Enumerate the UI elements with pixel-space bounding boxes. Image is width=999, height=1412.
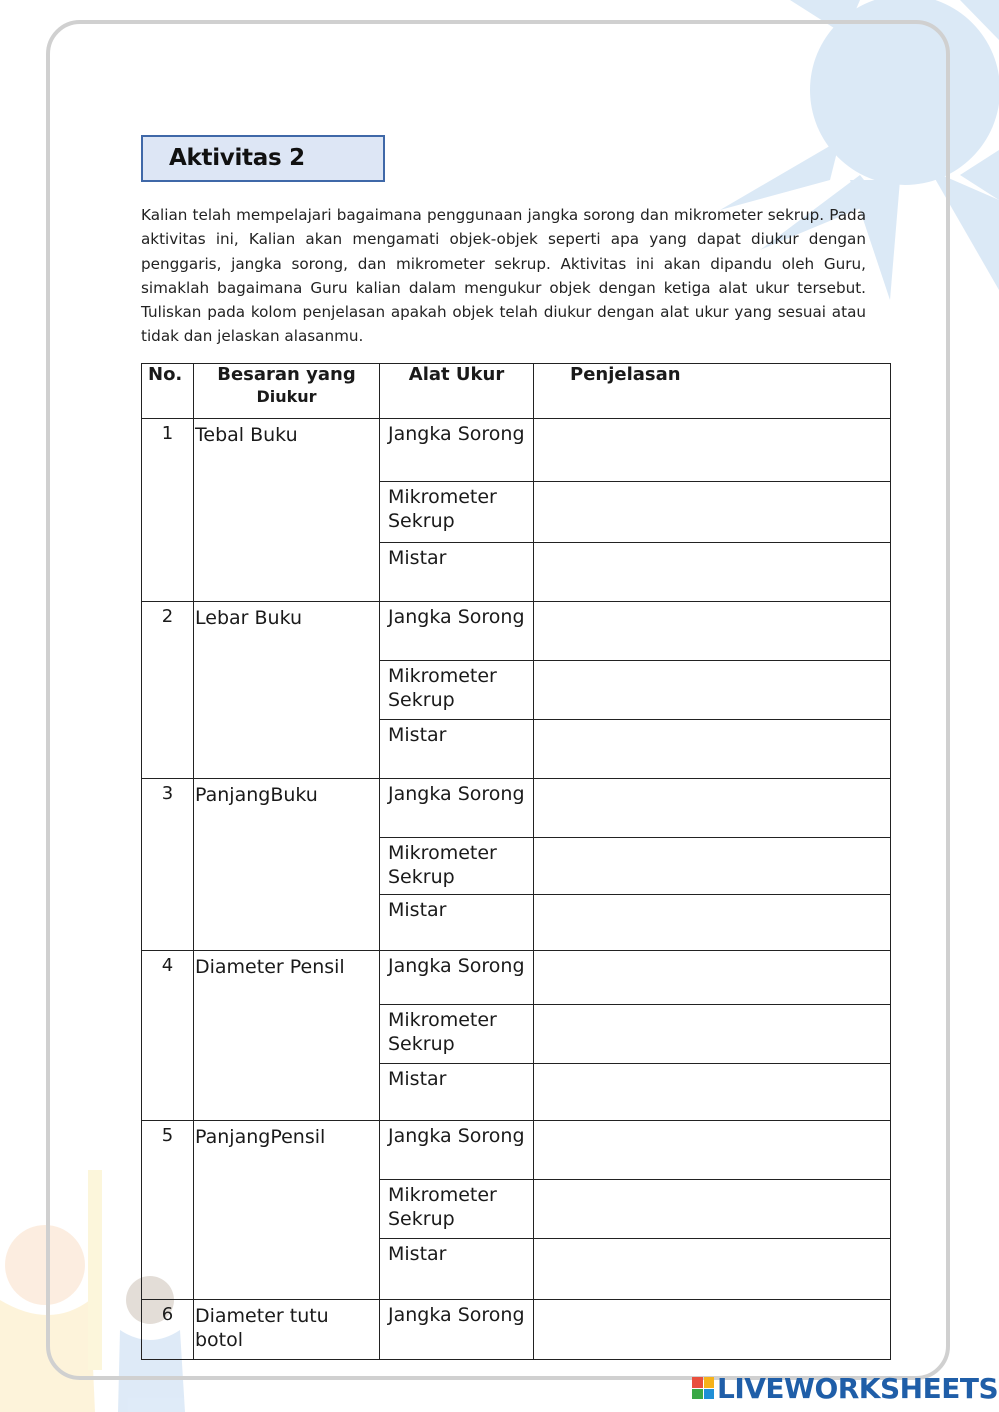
- liveworksheets-logo: [692, 1372, 998, 1404]
- explanation-input-cell[interactable]: [534, 838, 891, 895]
- explanation-input-cell[interactable]: [534, 1121, 891, 1180]
- explanation-input-cell[interactable]: [534, 661, 891, 720]
- tool-cell: Mistar: [380, 895, 534, 951]
- row-number: 3: [142, 779, 194, 951]
- row-number: 4: [142, 951, 194, 1121]
- explanation-input-cell[interactable]: [534, 419, 891, 482]
- table-row: [142, 419, 891, 482]
- tool-cell: Jangka Sorong: [380, 602, 534, 661]
- explanation-input-cell[interactable]: [534, 779, 891, 838]
- activity-title-box: [141, 135, 385, 182]
- row-quantity: Diameter tutu botol: [194, 1300, 380, 1360]
- tool-cell: Mikrometer Sekrup: [380, 661, 534, 720]
- row-number: 6: [142, 1300, 194, 1360]
- row-number: 1: [142, 419, 194, 602]
- row-number: 5: [142, 1121, 194, 1300]
- tool-cell: Mikrometer Sekrup: [380, 1180, 534, 1239]
- liveworksheets-logo-icon: [692, 1377, 714, 1399]
- row-quantity: Lebar Buku: [194, 602, 380, 779]
- tool-cell: Mikrometer Sekrup: [380, 482, 534, 543]
- table-header-row: [142, 364, 891, 419]
- row-number: 2: [142, 602, 194, 779]
- explanation-input-cell[interactable]: [534, 1300, 891, 1360]
- tool-cell: Mistar: [380, 543, 534, 602]
- tool-cell: Jangka Sorong: [380, 1300, 534, 1360]
- explanation-input-cell[interactable]: [534, 1064, 891, 1121]
- tool-cell: Jangka Sorong: [380, 779, 534, 838]
- row-quantity: Tebal Buku: [194, 419, 380, 602]
- table-row: [142, 779, 891, 838]
- tool-cell: Jangka Sorong: [380, 951, 534, 1005]
- activity-instructions: Kalian telah mempelajari bagaimana penggunaan jangka sorong dan mikrometer sekrup. Pada aktivitas ini, Kalian akan mengamati objek-objek seperti apa yang dapat diukur dengan penggaris, jangka sorong, dan mikrometer sekrup. Aktivitas ini akan dipandu oleh Guru, simaklah bagaimana Guru kalian dalam mengukur objek dengan ketiga alat ukur tersebut. Tuliskan pada kolom penjelasan apakah objek telah diukur dengan alat ukur yang sesuai atau tidak dan jelaskan alasanmu.: [141, 206, 866, 346]
- tool-cell: Mikrometer Sekrup: [380, 1005, 534, 1064]
- explanation-input-cell[interactable]: [534, 1005, 891, 1064]
- header-alat-ukur: Alat Ukur: [380, 364, 534, 419]
- activity-title: Aktivitas 2: [169, 145, 305, 171]
- tool-cell: Mistar: [380, 720, 534, 779]
- liveworksheets-logo-text: LIVEWORKSHEETS: [717, 1371, 999, 1405]
- row-quantity: PanjangBuku: [194, 779, 380, 951]
- table-row: [142, 602, 891, 661]
- header-besaran-line1: Besaran yang: [217, 364, 356, 385]
- tool-cell: Mistar: [380, 1239, 534, 1300]
- tool-cell: Mistar: [380, 1064, 534, 1121]
- header-besaran-line2: Diukur: [256, 387, 317, 406]
- explanation-input-cell[interactable]: [534, 720, 891, 779]
- row-quantity: PanjangPensil: [194, 1121, 380, 1300]
- table-row: [142, 1300, 891, 1360]
- header-penjelasan: Penjelasan: [534, 364, 891, 419]
- row-quantity: Diameter Pensil: [194, 951, 380, 1121]
- tool-cell: Jangka Sorong: [380, 419, 534, 482]
- explanation-input-cell[interactable]: [534, 602, 891, 661]
- table-row: [142, 1121, 891, 1180]
- explanation-input-cell[interactable]: [534, 951, 891, 1005]
- explanation-input-cell[interactable]: [534, 482, 891, 543]
- explanation-input-cell[interactable]: [534, 1180, 891, 1239]
- tool-cell: Mikrometer Sekrup: [380, 838, 534, 895]
- header-besaran: [194, 364, 380, 419]
- explanation-input-cell[interactable]: [534, 543, 891, 602]
- explanation-input-cell[interactable]: [534, 895, 891, 951]
- activity-table: [141, 363, 891, 1360]
- explanation-input-cell[interactable]: [534, 1239, 891, 1300]
- table-row: [142, 951, 891, 1005]
- header-no: No.: [142, 364, 194, 419]
- tool-cell: Jangka Sorong: [380, 1121, 534, 1180]
